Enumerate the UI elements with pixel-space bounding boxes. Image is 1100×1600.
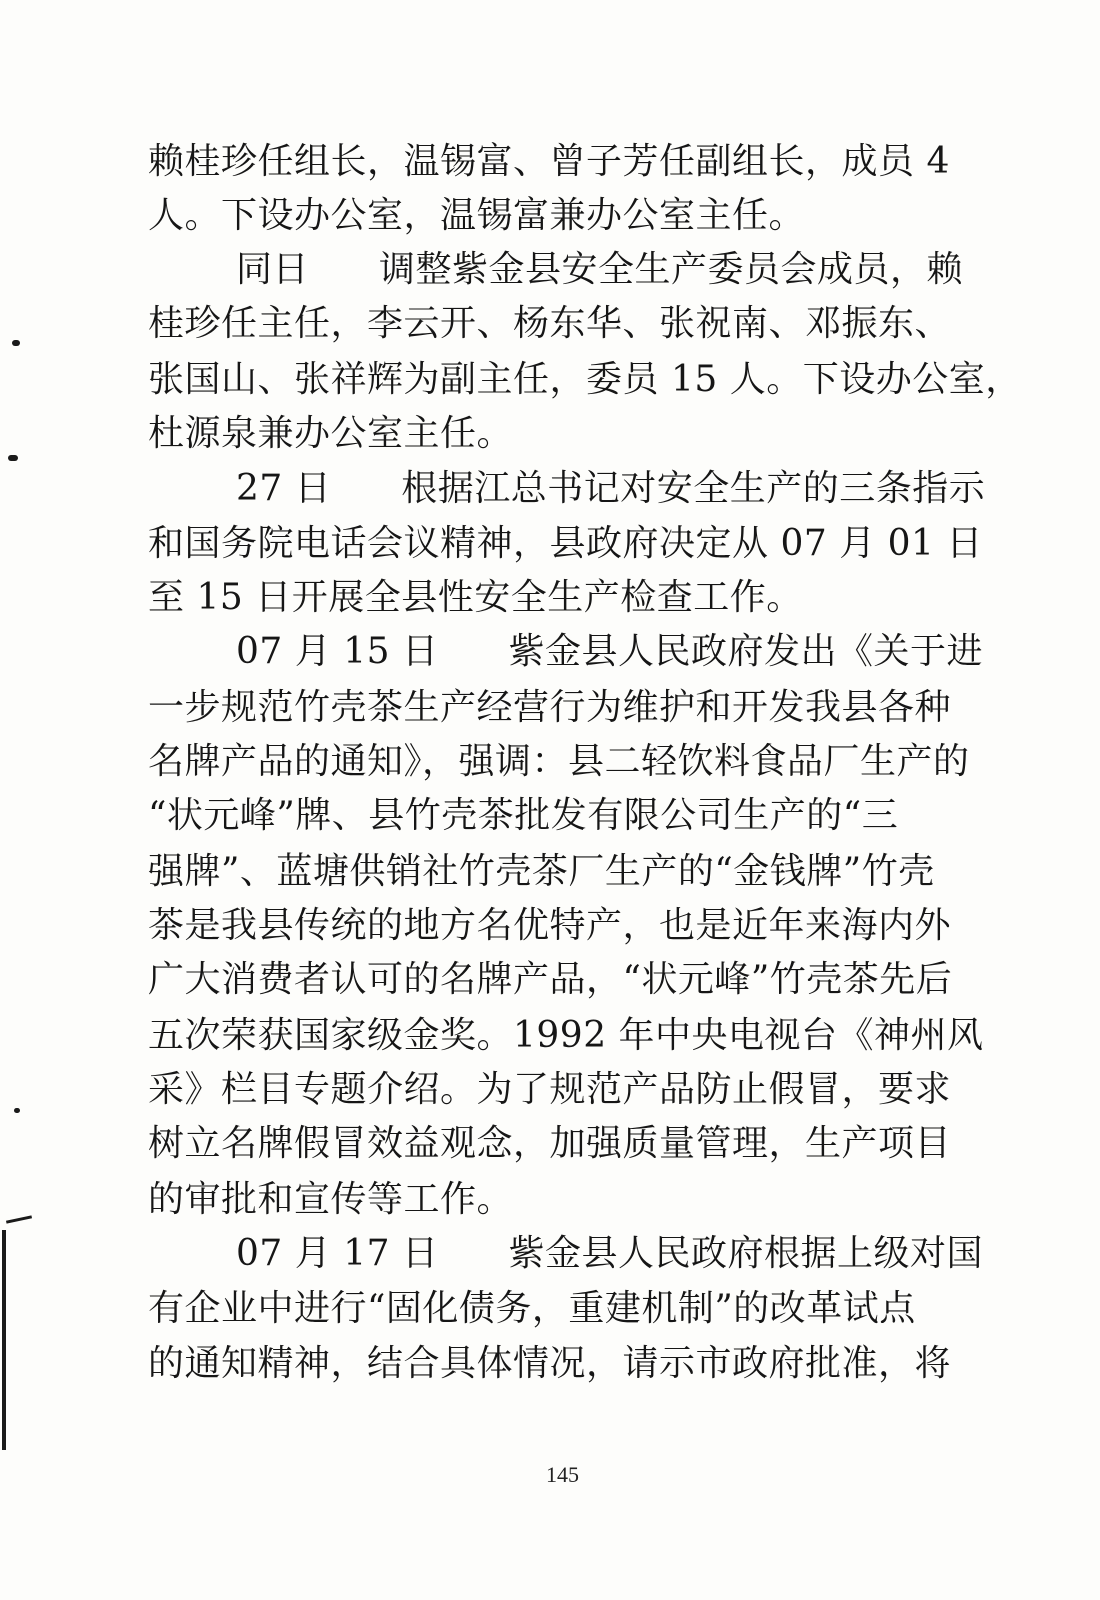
entry-date: 07 月 17 日 bbox=[236, 1233, 439, 1274]
text-line-12: 名牌产品的通知》，强调：县二轻饮料食品厂生产的 bbox=[148, 741, 970, 782]
text-line-15: 茶是我县传统的地方名优特产，也是近年来海内外 bbox=[148, 905, 952, 946]
entry-date: 07 月 15 日 bbox=[236, 631, 439, 672]
text-line-4: 桂珍任主任，李云开、杨东华、张祝南、邓振东、 bbox=[148, 303, 952, 344]
text-line-14: 强牌”、蓝塘供销社竹壳茶厂生产的“金钱牌”竹壳 bbox=[148, 851, 935, 892]
text-line-6: 杜源泉兼办公室主任。 bbox=[148, 413, 514, 454]
text-line-19: 树立名牌假冒效益观念，加强质量管理，生产项目 bbox=[148, 1123, 952, 1164]
text-line-9: 至 15 日开展全县性安全生产检查工作。 bbox=[148, 577, 803, 618]
entry-date: 27 日 bbox=[236, 468, 332, 509]
entry-text: 根据江总书记对安全生产的三条指示 bbox=[401, 468, 986, 509]
entry-line-0715 bbox=[148, 632, 988, 672]
scan-speck bbox=[8, 455, 18, 461]
scan-edge-line bbox=[2, 1230, 6, 1450]
entry-text: 调整紫金县安全生产委员会成员，赖 bbox=[379, 249, 964, 290]
text-line-5: 张国山、张祥辉为副主任，委员 15 人。下设办公室， bbox=[148, 359, 1022, 400]
text-line-20: 的审批和宣传等工作。 bbox=[148, 1179, 514, 1220]
entry-text: 紫金县人民政府发出《关于进 bbox=[508, 631, 983, 672]
entry-line-tongri bbox=[148, 250, 988, 290]
text-line-17: 五次荣获国家级金奖。1992 年中央电视台《神州风 bbox=[148, 1015, 984, 1056]
text-line-22: 有企业中进行“固化债务，重建机制”的改革试点 bbox=[148, 1288, 916, 1329]
text-line-1: 赖桂珍任组长，温锡富、曾子芳任副组长，成员 4 bbox=[148, 141, 950, 182]
scan-speck bbox=[14, 1108, 20, 1113]
text-line-11: 一步规范竹壳茶生产经营行为维护和开发我县各种 bbox=[148, 687, 952, 728]
scan-speck bbox=[12, 340, 20, 346]
page-number: 145 bbox=[546, 1462, 579, 1487]
text-line-23: 的通知精神，结合具体情况，请示市政府批准，将 bbox=[148, 1343, 952, 1384]
text-line-18: 采》栏目专题介绍。为了规范产品防止假冒，要求 bbox=[148, 1069, 952, 1110]
entry-line-0717 bbox=[148, 1234, 988, 1274]
entry-text: 紫金县人民政府根据上级对国 bbox=[508, 1233, 983, 1274]
text-line-2: 人。下设办公室，温锡富兼办公室主任。 bbox=[148, 195, 806, 236]
entry-date: 同日 bbox=[236, 249, 310, 290]
scan-speck bbox=[6, 1215, 32, 1223]
text-line-16: 广大消费者认可的名牌产品，“状元峰”竹壳茶先后 bbox=[148, 959, 953, 1000]
text-line-8: 和国务院电话会议精神，县政府决定从 07 月 01 日 bbox=[148, 523, 983, 564]
entry-line-27 bbox=[148, 469, 988, 509]
text-line-13: “状元峰”牌、县竹壳茶批发有限公司生产的“三 bbox=[148, 795, 899, 836]
